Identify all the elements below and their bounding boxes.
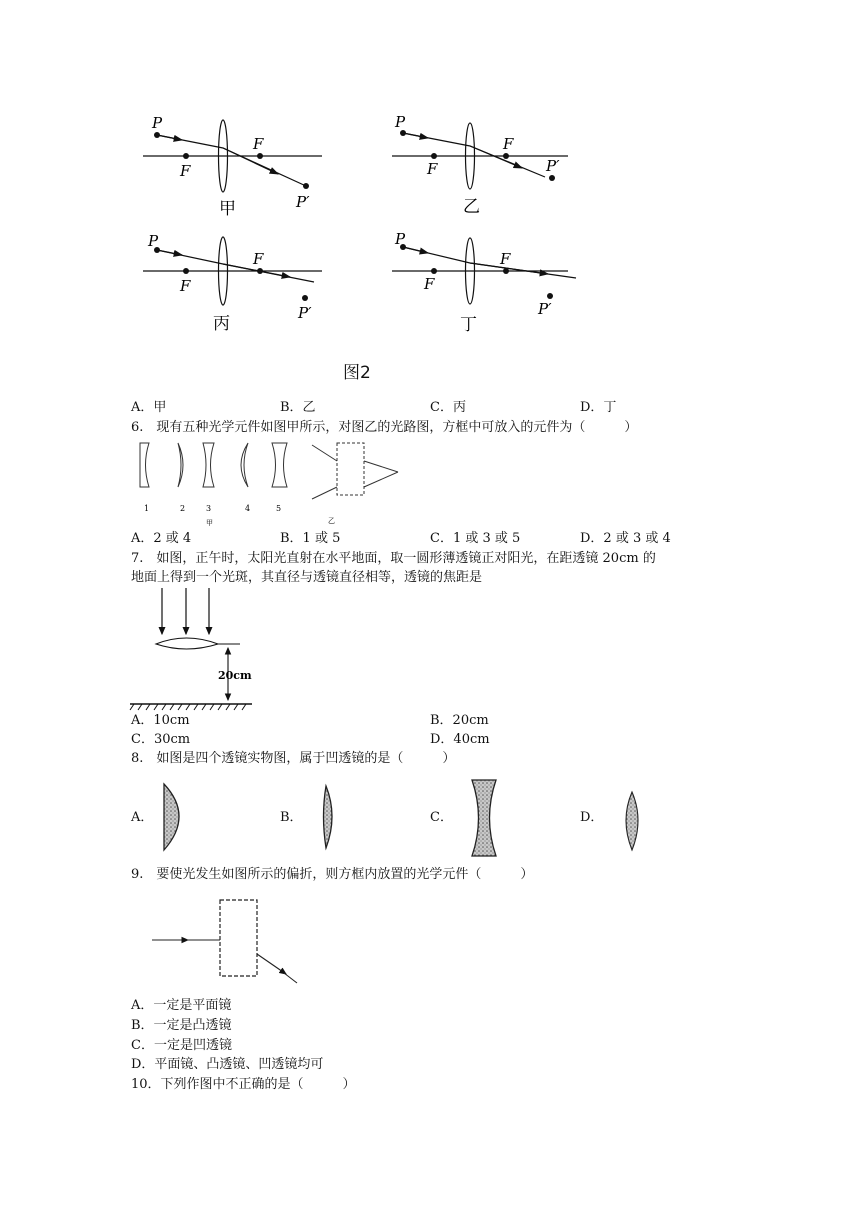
diagram-bing <box>143 232 322 334</box>
q7-option-a[interactable]: A．10cm <box>131 713 190 728</box>
q5-option-b[interactable]: B．乙 <box>280 400 316 415</box>
q5-option-a[interactable]: A．甲 <box>131 400 167 415</box>
diagram-label: 丙 <box>213 314 230 334</box>
q7-stem-line2: 地面上得到一个光斑，其直径与透镜直径相等，透镜的焦距是 <box>131 570 483 585</box>
diagram-ding <box>392 230 576 335</box>
figure2-caption: 图2 <box>343 363 371 383</box>
element-number: 4 <box>245 504 251 513</box>
label-p: P <box>152 114 163 132</box>
distance-label: 20cm <box>218 669 252 682</box>
q9-option-a[interactable]: A．一定是平面镜 <box>131 998 232 1013</box>
label-p: P <box>395 113 406 131</box>
element-number: 3 <box>206 504 212 513</box>
q7-stem-line1: 7. 如图，正午时，太阳光直射在水平地面，取一圆形薄透镜正对阳光，在距透镜 20cm 的 <box>131 551 656 566</box>
q9-option-b[interactable]: B．一定是凸透镜 <box>131 1018 232 1033</box>
label-p-prime: P′ <box>546 157 560 175</box>
diagram-yi <box>392 113 568 217</box>
label-f-left: F <box>424 275 435 293</box>
element-number: 5 <box>276 504 282 513</box>
q5-option-d[interactable]: D．丁 <box>580 400 617 415</box>
q8-option-b[interactable]: B． <box>280 810 303 825</box>
q6-option-a[interactable]: A．2 或 4 <box>131 531 192 546</box>
label-f-right: F <box>253 135 264 153</box>
q7-option-d[interactable]: D．40cm <box>430 732 490 747</box>
q8-option-a[interactable]: A． <box>131 810 154 825</box>
q9-option-d[interactable]: D．平面镜、凸透镜、凹透镜均可 <box>131 1057 324 1072</box>
label-p: P <box>148 232 159 250</box>
label-p-prime: P′ <box>538 300 552 318</box>
label-f-left: F <box>180 277 191 295</box>
diagram-label: 甲 <box>219 199 236 219</box>
q8-option-c[interactable]: C． <box>430 810 453 825</box>
q6-figure <box>130 437 410 529</box>
figure2-diagrams <box>0 100 860 350</box>
q8-lens-images <box>150 778 670 860</box>
q6-option-b[interactable]: B．1 或 5 <box>280 531 341 546</box>
element-number: 2 <box>180 504 186 513</box>
fig-yi-label: 乙 <box>328 517 335 525</box>
diagram-label: 乙 <box>463 197 480 217</box>
q9-figure <box>148 894 308 990</box>
q6-option-d[interactable]: D．2 或 3 或 4 <box>580 531 671 546</box>
label-p-prime: P′ <box>298 304 312 322</box>
label-f-left: F <box>427 160 438 178</box>
fig-jia-label: 甲 <box>206 519 213 527</box>
diagram-label: 丁 <box>460 315 477 335</box>
element-number: 1 <box>144 504 150 513</box>
q6-stem: 6. 现有五种光学元件如图甲所示，对图乙的光路图，方框中可放入的元件为（ ） <box>131 420 638 435</box>
label-p: P <box>395 230 406 248</box>
q9-stem: 9. 要使光发生如图所示的偏折，则方框内放置的光学元件（ ） <box>131 867 534 882</box>
q8-option-d[interactable]: D． <box>580 810 604 825</box>
q5-option-c[interactable]: C．丙 <box>430 400 466 415</box>
q8-stem: 8. 如图是四个透镜实物图，属于凹透镜的是（ ） <box>131 751 456 766</box>
q7-figure <box>128 588 268 712</box>
label-f-left: F <box>180 162 191 180</box>
q7-option-b[interactable]: B．20cm <box>430 713 489 728</box>
q6-option-c[interactable]: C．1 或 3 或 5 <box>430 531 521 546</box>
label-p-prime: P′ <box>296 193 310 211</box>
q9-option-c[interactable]: C．一定是凹透镜 <box>131 1038 232 1053</box>
label-f-right: F <box>253 250 264 268</box>
q7-option-c[interactable]: C．30cm <box>131 732 191 747</box>
q10-stem: 10．下列作图中不正确的是（ ） <box>131 1077 356 1092</box>
label-f-right: F <box>500 250 511 268</box>
label-f-right: F <box>503 135 514 153</box>
diagram-jia <box>143 114 322 219</box>
